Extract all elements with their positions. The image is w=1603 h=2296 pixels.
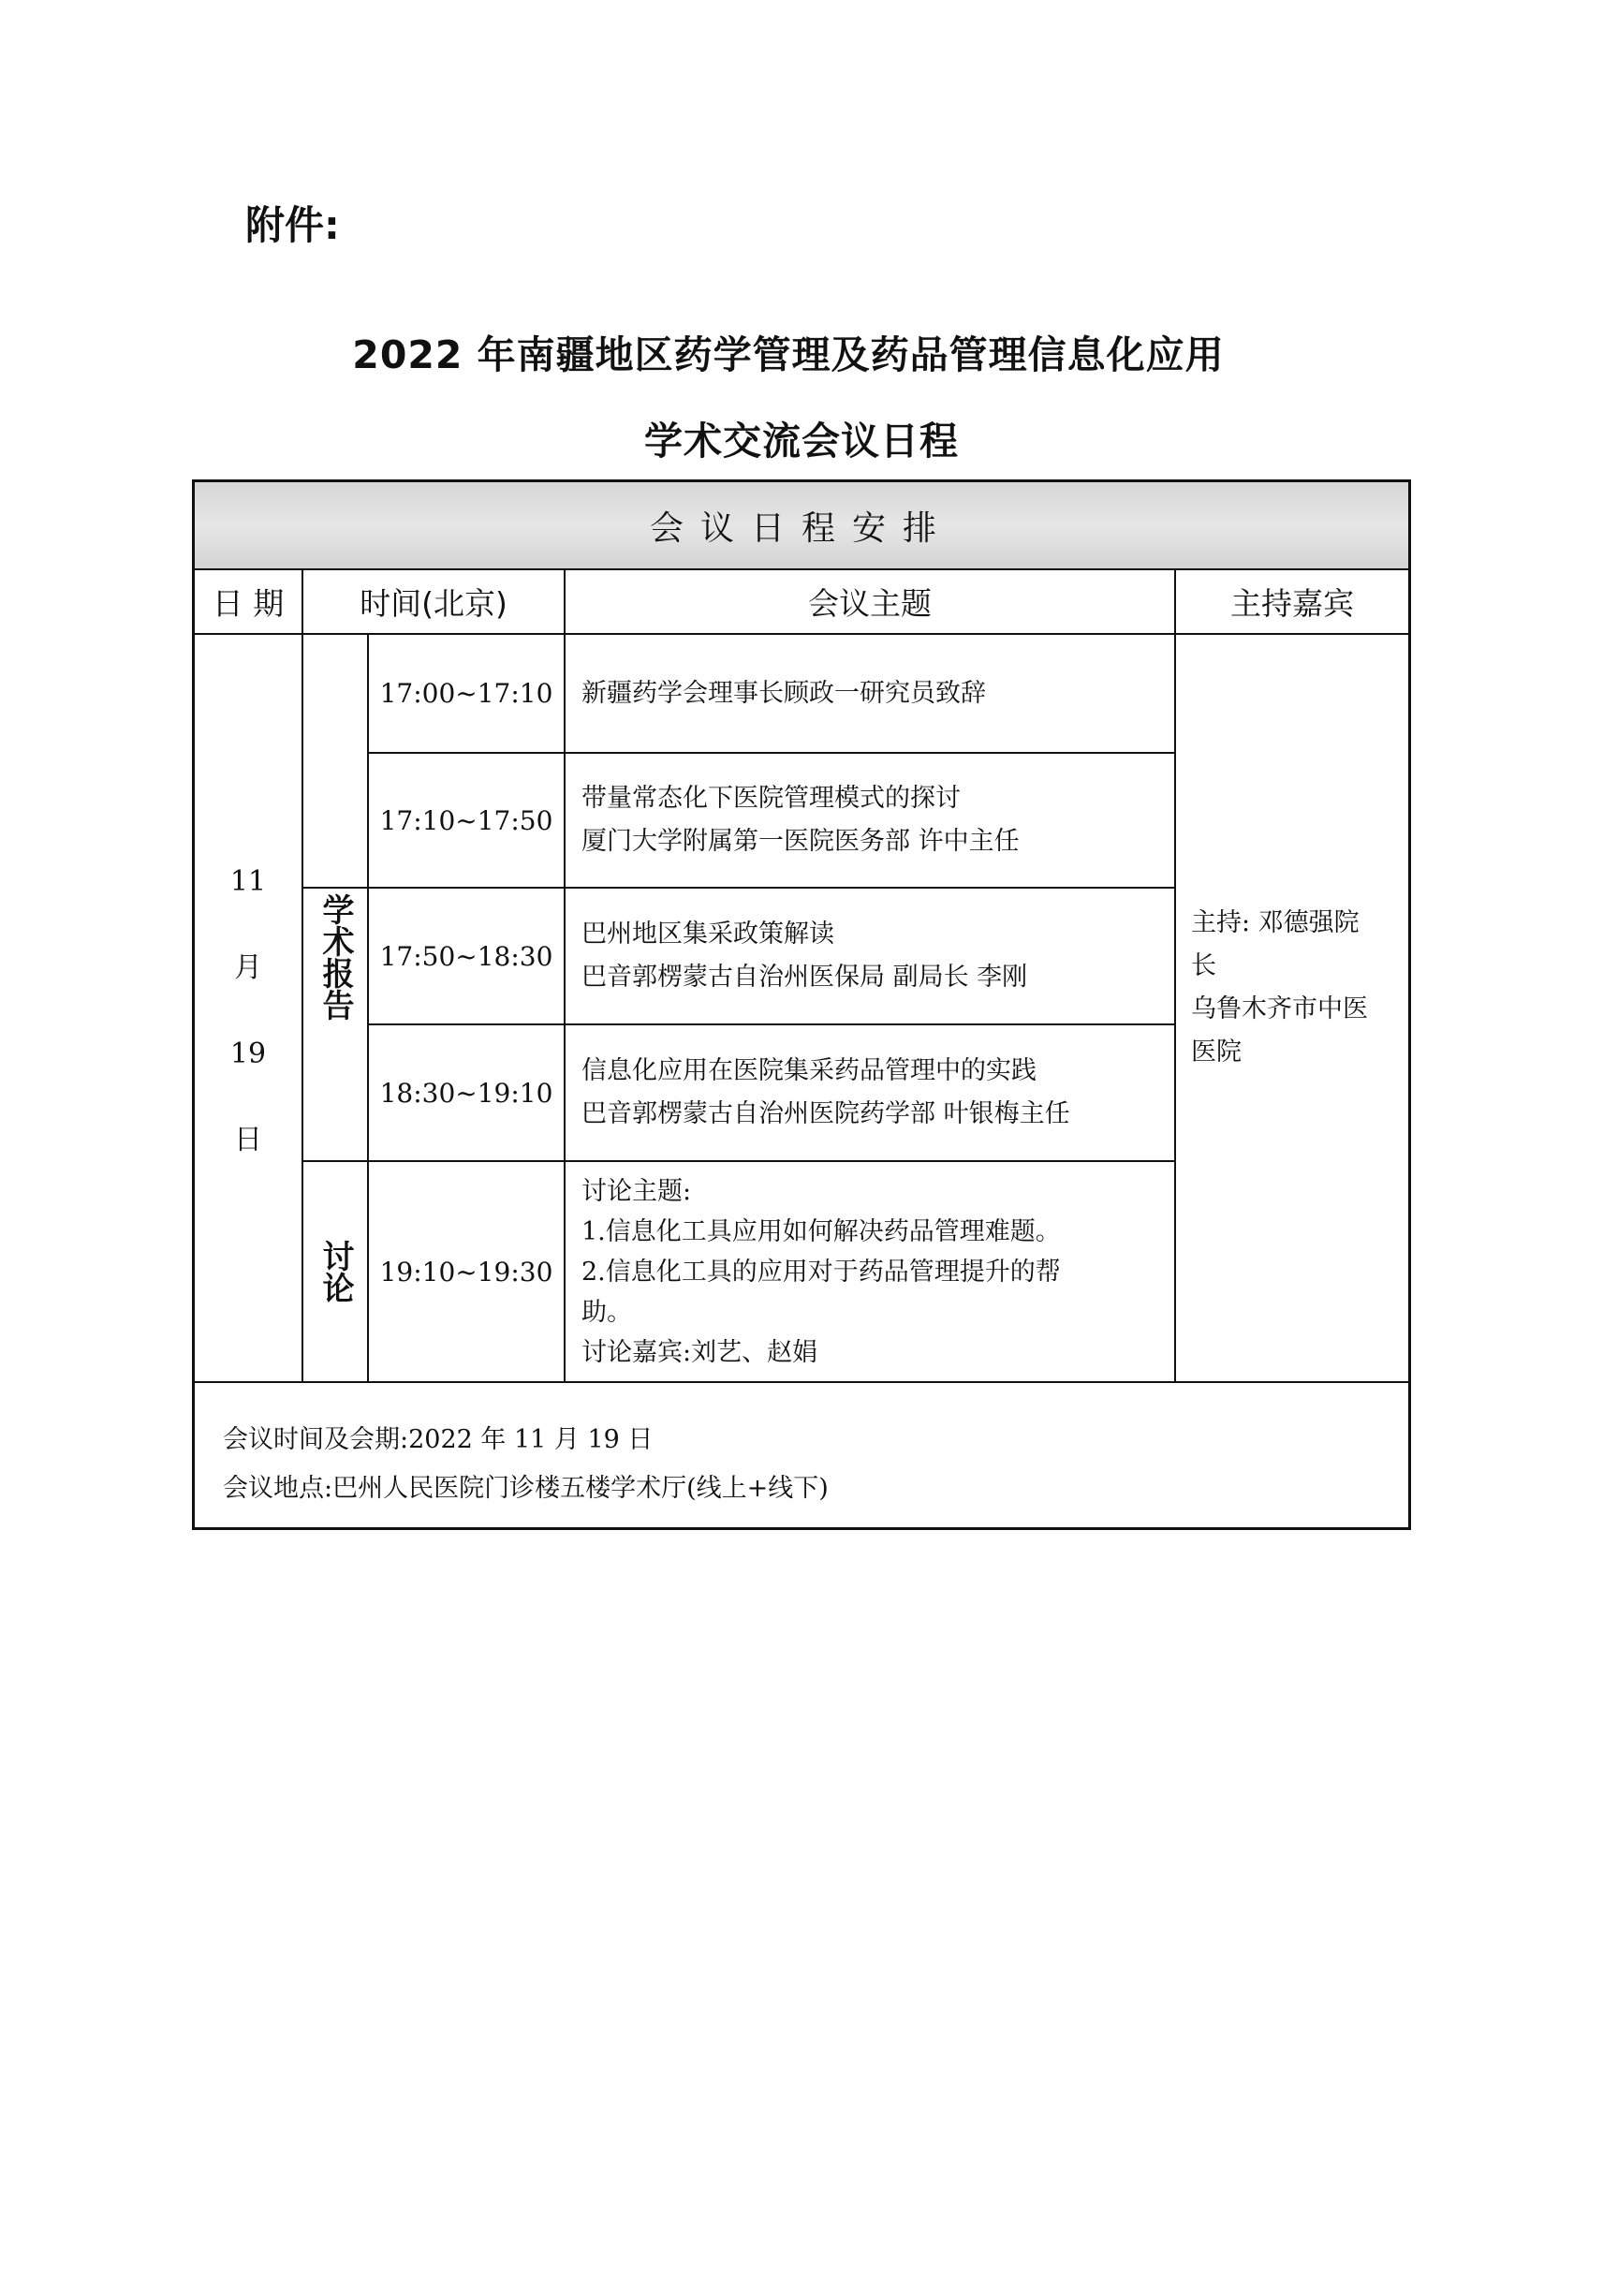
time-cell-3: 17:50~18:30	[379, 940, 553, 972]
group-discussion-label: 讨论	[316, 1240, 354, 1303]
document-title-line2: 学术交流会议日程	[644, 419, 959, 464]
date-day: 19	[229, 1037, 267, 1070]
group-discussion-cell	[303, 1162, 367, 1381]
date-day-number: 11	[229, 864, 267, 898]
topic-cell-2: 带量常态化下医院管理模式的探讨 厦门大学附属第一医院医务部 许中主任	[581, 784, 1020, 856]
group-report-label: 学术报告	[316, 893, 354, 1021]
date-month-char: 月	[234, 950, 262, 984]
topic-cell-4: 信息化应用在医院集采药品管理中的实践 巴音郭楞蒙古自治州医院药学部 叶银梅主任	[581, 1056, 1070, 1128]
time-cell-5: 19:10~19:30	[379, 1256, 553, 1288]
attachment-label: 附件:	[245, 202, 340, 248]
table-header: 会议日程安排	[195, 482, 1408, 570]
column-header-host: 主持嘉宾	[1230, 585, 1354, 622]
topic-cell-3: 巴州地区集采政策解读 巴音郭楞蒙古自治州医保局 副局长 李刚	[581, 920, 1028, 992]
column-header-time: 时间(北京)	[360, 585, 507, 622]
document-title-line1: 2022 年南疆地区药学管理及药品管理信息化应用	[352, 332, 1225, 377]
footer-meeting-place: 会议地点:巴州人民医院门诊楼五楼学术厅(线上+线下)	[223, 1474, 829, 1503]
topic-cell-5: 讨论主题: 1.信息化工具应用如何解决药品管理难题。 2.信息化工具的应用对于药品管理提升的帮 助。 讨论嘉宾:刘艺、赵娟	[581, 1176, 1061, 1367]
time-cell-1: 17:00~17:10	[379, 678, 553, 709]
footer-meeting-time: 会议时间及会期:2022 年 11 月 19 日	[223, 1425, 654, 1454]
topic-cell-1: 新疆药学会理事长顾政一研究员致辞	[581, 678, 986, 708]
time-cell-4: 18:30~19:10	[379, 1077, 553, 1109]
column-header-topic: 会议主题	[808, 585, 932, 622]
column-header-date: 日 期	[212, 585, 285, 622]
group-report-cell	[303, 754, 367, 1160]
host-text: 主持: 邓德强院 长 乌鲁木齐市中医 医院	[1191, 908, 1368, 1067]
date-cell	[195, 635, 301, 1381]
time-cell-2: 17:10~17:50	[379, 804, 553, 836]
footer-divider	[195, 1381, 1408, 1383]
schedule-table	[192, 479, 1411, 1530]
host-cell	[1176, 635, 1408, 1381]
date-day-char: 日	[234, 1123, 262, 1156]
